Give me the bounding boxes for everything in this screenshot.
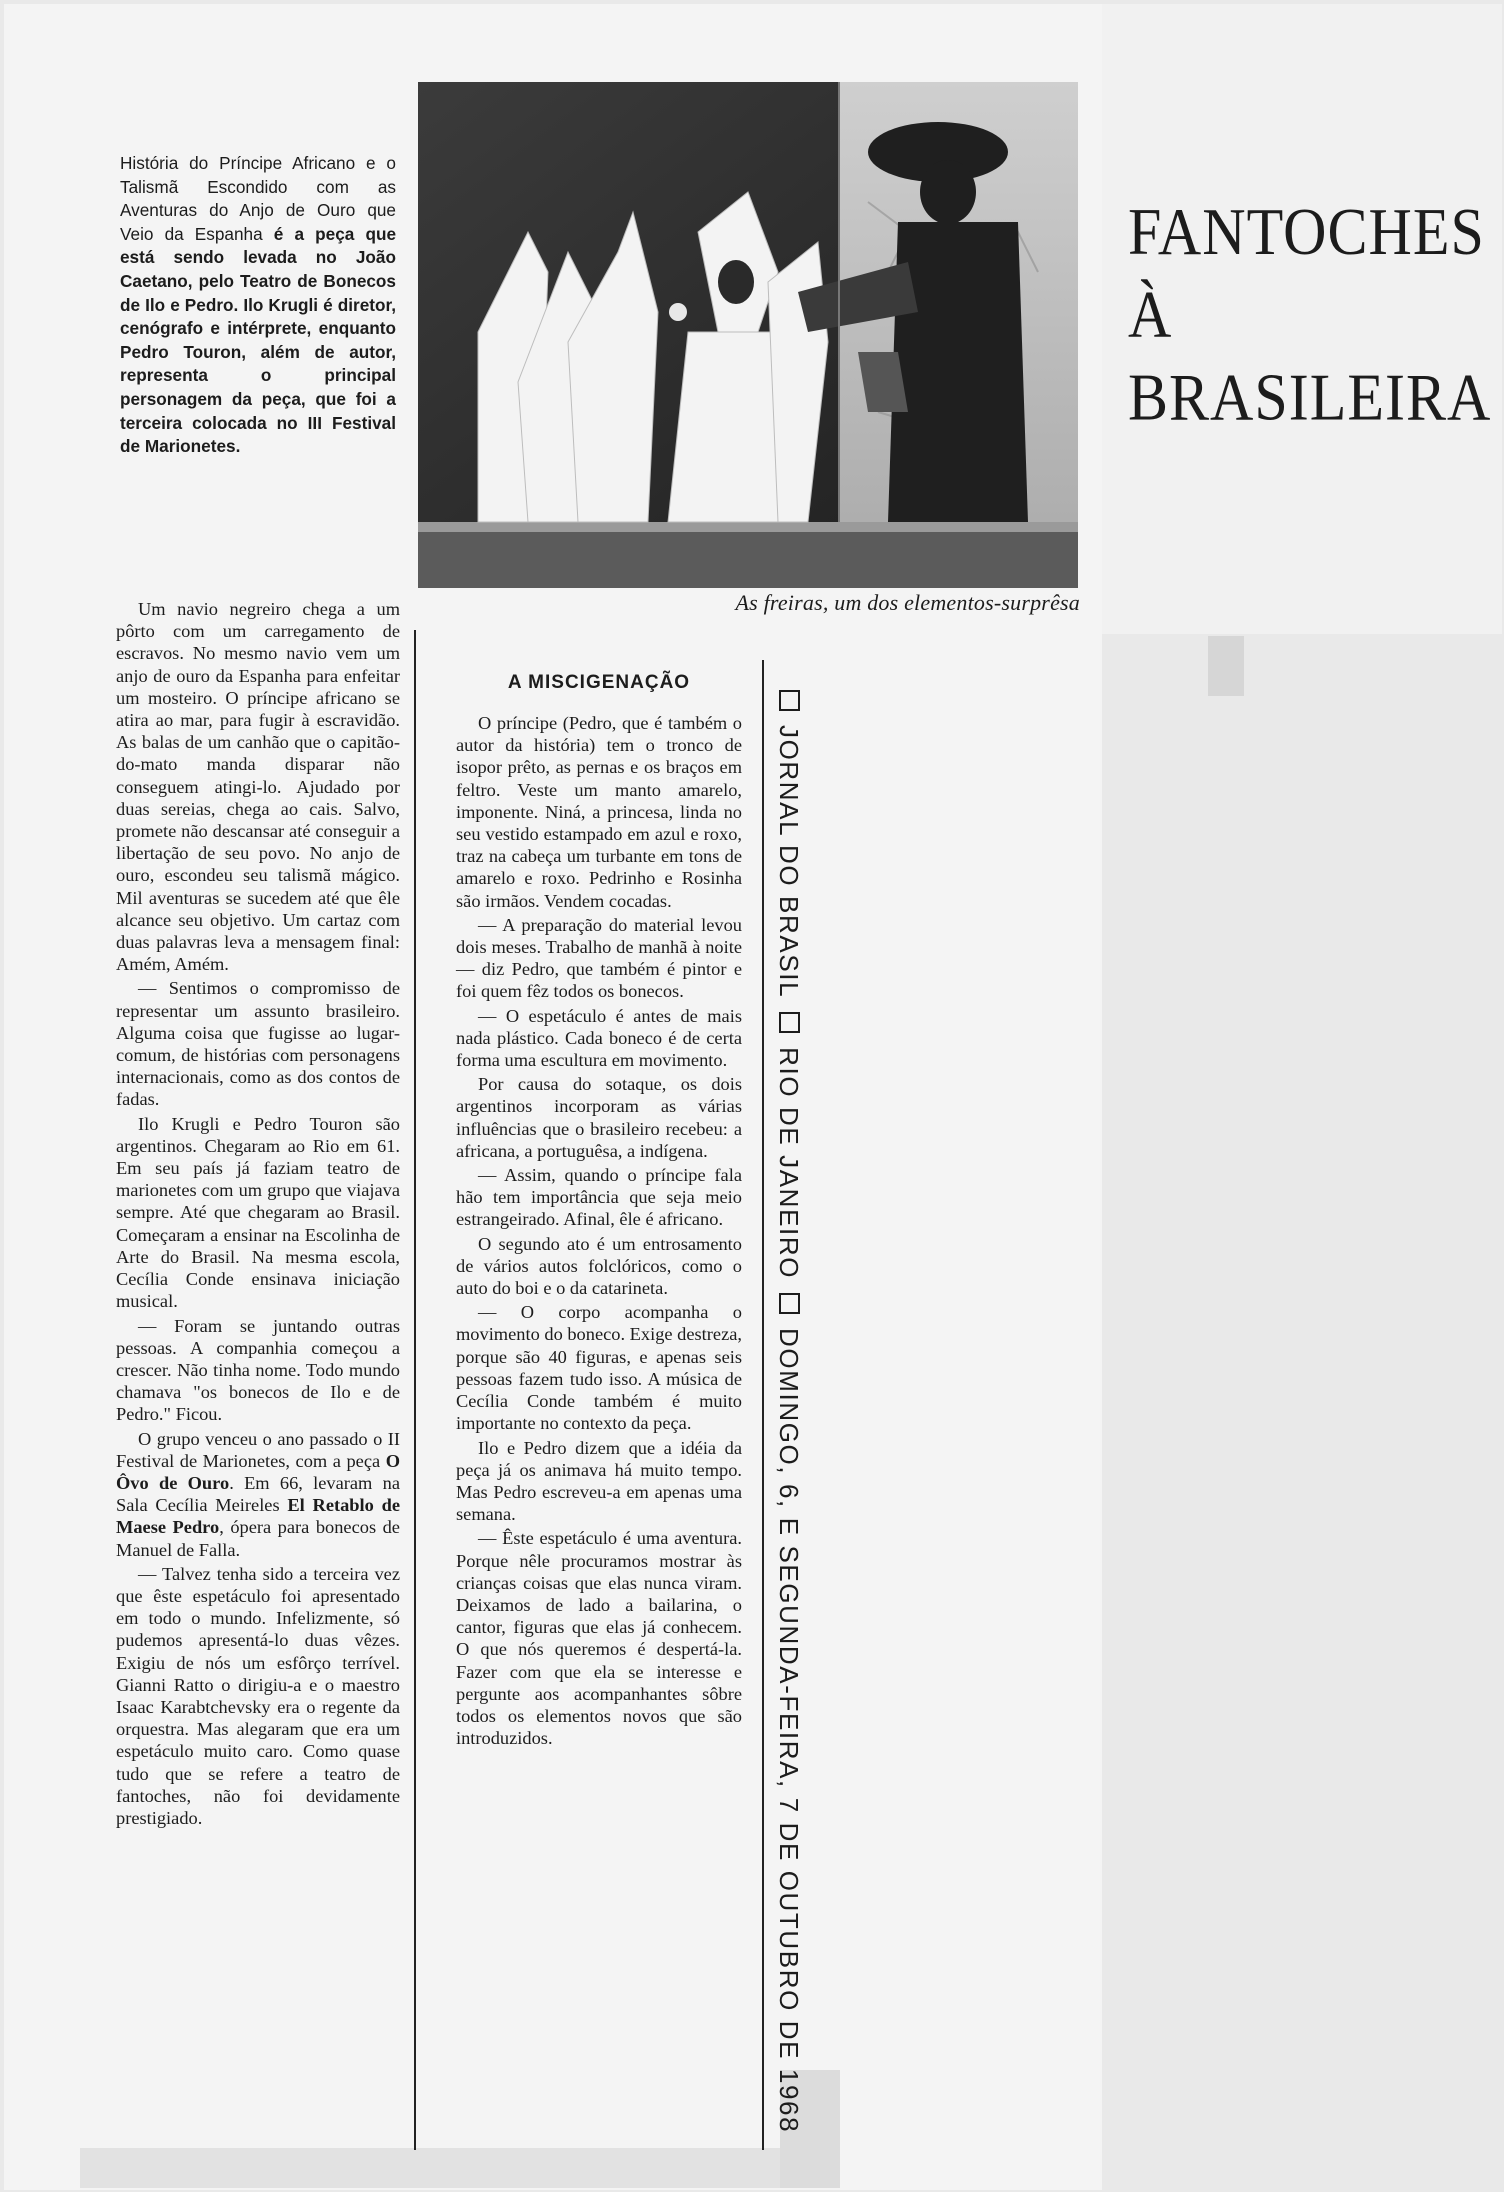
paragraph: O príncipe (Pedro, que é também o autor da história) tem o tronco de isopor prêto, as pernas e os braços em feltro. Veste um manto amarelo, imponente. Niná, a princesa, linda no seu vestido estampado em azul e roxo, traz na cabeça um turbante em tons de amarelo e roxo. Pedrinho e Rosinha são irmãos. Vendem cocadas. — [456, 713, 742, 911]
square-bullet-icon — [779, 1012, 800, 1033]
dateline-vertical — [773, 676, 804, 2133]
play-title: O Ôvo de Ouro — [116, 1450, 400, 1493]
paragraph: — Êste espetáculo é uma aventura. Porque nêle procuramos mostrar às crianças coisas que elas nunca viram. Deixamos de lado a bailarina, o cantor, figuras que elas já conhecem. O que nós queremos é despertá-la. Fazer com que ela se interesse e pergunte aos acompanhantes sôbre todos os elementos novos que são introduzidos. — [456, 1528, 742, 1749]
column-divider — [414, 630, 416, 2150]
paragraph: Por causa do sotaque, os dois argentinos incorporam as várias influências que o brasileiro recebeu: a africana, a portuguêsa, a indígena. — [456, 1074, 742, 1161]
opera-title: El Retablo de Maese Pedro — [116, 1495, 400, 1538]
dateline-date: DOMINGO, 6, E SEGUNDA-FEIRA, 7 DE OUTUBRO DE 1968 — [774, 1328, 804, 2134]
headline-line-2: À — [1128, 277, 1173, 352]
paragraph: — O corpo acompanha o movimento do boneco. Exige destreza, porque são 40 figuras, e apenas seis pessoas fazem tudo isso. A música de Cecília Conde também é muito importante no contexto da peça. — [456, 1302, 742, 1434]
intro-bold: é a peça que está sendo levada no João Caetano, pelo Teatro de Bonecos de Ilo e Pedro. Ilo Krugli é diretor, cenógrafo e intérprete, enquanto Pedro Touron, além de autor, representa o principal personagem da peça, que foi a terceira colocada no III Festival de Marionetes. — [120, 223, 396, 457]
paragraph: — A preparação do material levou dois meses. Trabalho de manhã à noite — diz Pedro, que também é pintor e foi quem fêz todos os bonecos. — [456, 914, 742, 1002]
paragraph: Ilo e Pedro dizem que a idéia da peça já os animava há muito tempo. Mas Pedro escreveu-a em apenas uma semana. — [456, 1437, 742, 1525]
scan-artifact — [1208, 636, 1244, 696]
headline — [1128, 190, 1498, 439]
square-bullet-icon — [779, 1293, 800, 1314]
paragraph: — O espetáculo é antes de mais nada plástico. Cada boneco é de certa forma uma escultura em movimento. — [456, 1005, 742, 1071]
photo-illustration — [418, 82, 1078, 588]
paragraph: — Foram se juntando outras pessoas. A companhia começou a crescer. Não tinha nome. Todo mundo chamava "os bonecos de Ilo e de Pedro." Ficou. — [116, 1315, 400, 1425]
section-subhead: A MISCIGENAÇÃO — [507, 672, 691, 693]
article-column-2 — [456, 712, 742, 1751]
paragraph: — Talvez tenha sido a terceira vez que êste espetáculo foi apresentado em todo o mundo. Infelizmente, só pudemos apresentá-lo duas vêzes. Exigiu de nós um esfôrço terrível. Gianni Ratto o dirigiu-a e o maestro Isaac Karabtchevsky era o regente da orquestra. Mas alegaram que era um espetáculo muito caro. Como quase tudo que se refere a teatro de fantoches, não foi devidamente prestigiado. — [116, 1563, 400, 1828]
photo-caption: As freiras, um dos elementos-surprêsa — [735, 590, 1080, 615]
paragraph: Um navio negreiro chega a um pôrto com um carregamento de escravos. No mesmo navio vem um anjo de ouro da Espanha para enfeitar um mosteiro. O príncipe africano se atira ao mar, para fugir à escravidão. As balas de um canhão que o capitão-do-mato manda disparar não conseguem atingi-lo. Ajudado por duas sereias, chega ao cais. Salvo, promete não descansar até conseguir a libertação de seu povo. No anjo de ouro, escondeu seu talismã mágico. Mil aventuras se sucedem até que êle alcance seu objetivo. Um cartaz com duas palavras leva a mensagem final: Amém, Amém. — [116, 599, 400, 975]
paragraph: O segundo ato é um entrosamento de vários autos folclóricos, como o auto do boi e o da catarineta. — [456, 1233, 742, 1299]
article-column-1 — [116, 598, 400, 1831]
paragraph: — Assim, quando o príncipe fala hão tem importância que seja meio estrangeirado. Afinal, êle é africano. — [456, 1165, 742, 1230]
paragraph: Ilo Krugli e Pedro Touron são argentinos. Chegaram ao Rio em 61. Em seu país já faziam teatro de marionetes com um grupo que viajava sempre. Até que chegaram ao Brasil. Começaram a ensinar na Escolinha de Arte do Brasil. Na mesma escola, Cecília Conde ensinava iniciação musical. — [116, 1113, 400, 1312]
text-run: O grupo venceu o ano passado o II Festival de Marionetes, com a peça — [116, 1428, 400, 1471]
text-run: . Em 66, levaram na Sala Cecília Meireles — [116, 1472, 400, 1516]
paragraph: — Sentimos o compromisso de representar um assunto brasileiro. Alguma coisa que fugisse ao lugar-comum, de histórias com personagens internacionais, como as dos contos de fadas. — [116, 978, 400, 1110]
newspaper-name: JORNAL DO BRASIL — [774, 725, 804, 999]
headline-line-3: BRASILEIRA — [1128, 360, 1492, 435]
intro-paragraph — [120, 152, 396, 459]
puppets-nuns-photo — [418, 82, 1078, 588]
intro-title: História do Príncipe Africano e o Talismã Escondido com as Aventuras do Anjo de Ouro que Veio da Espanha — [120, 153, 396, 244]
square-bullet-icon — [779, 690, 800, 711]
headline-line-1: FANTOCHES — [1128, 194, 1485, 269]
scan-artifact — [80, 2148, 830, 2188]
paragraph — [116, 1428, 400, 1561]
text-run: , ópera para bonecos de Manuel de Falla. — [116, 1517, 400, 1560]
column-divider — [762, 660, 764, 2150]
dateline-city: RIO DE JANEIRO — [774, 1047, 804, 1280]
